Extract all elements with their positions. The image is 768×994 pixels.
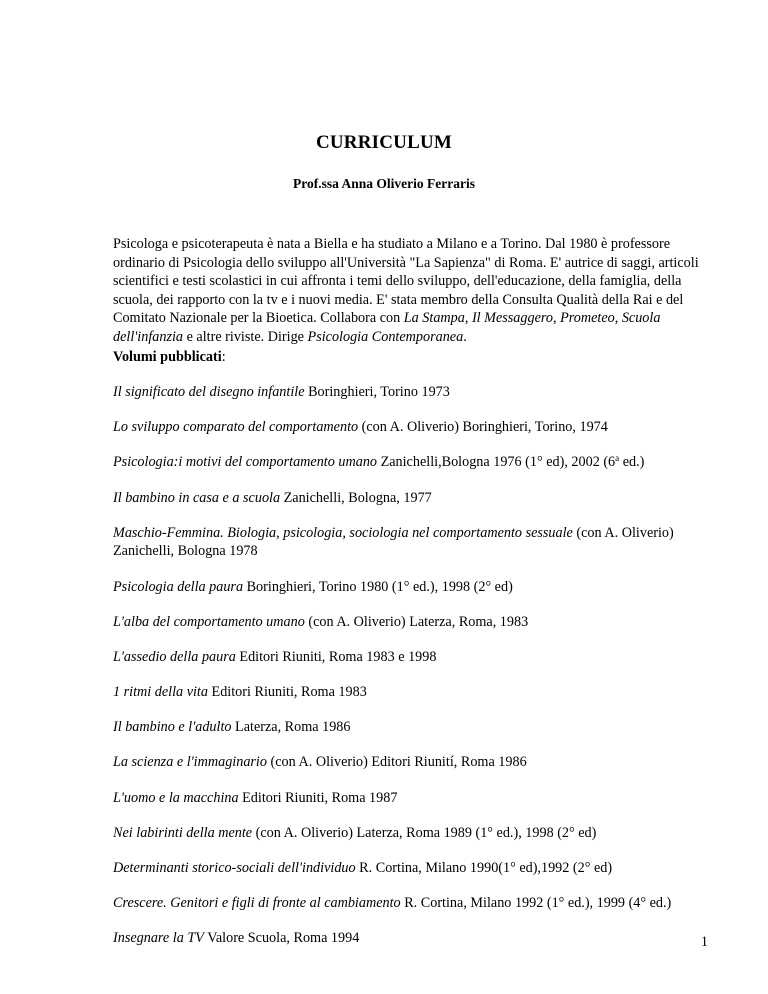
volumes-heading-label: Volumi pubblicati — [113, 349, 222, 365]
list-item — [113, 929, 713, 948]
book-title: L'alba del comportamento umano — [113, 613, 305, 630]
bio-text: . — [463, 328, 467, 345]
journal-la-stampa: La Stampa — [403, 310, 465, 327]
book-title: Maschio-Femmina. Biologia, psicologia, sociologia nel comportamento sessuale — [113, 524, 573, 541]
list-item — [113, 789, 713, 808]
journal-il-messaggero: Il Messaggero — [471, 310, 553, 327]
book-title: Determinanti storico-sociali dell'individuo — [113, 860, 356, 877]
journal-prometeo: Prometeo — [560, 310, 615, 327]
list-item — [113, 524, 713, 561]
book-details: R. Cortina, Milano 1990(1° ed),1992 (2° ed) — [355, 860, 613, 877]
book-details: Boringhieri, Torino 1980 (1° ed.), 1998 (2° ed) — [243, 578, 513, 595]
journal-scuola-infanzia: Scuola dell'infanzia — [113, 310, 661, 345]
book-details: (con A. Oliverio) Laterza, Roma, 1983 — [304, 613, 529, 630]
book-details: (con A. Oliverio) Boringhieri, Torino, 1974 — [358, 419, 608, 436]
bio-paragraph — [113, 235, 703, 347]
journal-psicologia-contemporanea: Psicologia Contemporanea — [307, 328, 464, 345]
book-title: Insegnare la TV — [113, 930, 204, 947]
author-name: Prof.ssa Anna Oliverio Ferraris — [293, 176, 475, 191]
separator: , — [614, 310, 622, 327]
list-item — [113, 418, 713, 437]
book-details: Boringhieri, Torino 1973 — [304, 384, 450, 400]
book-details: Editori Riuniti, Roma 1983 — [207, 684, 367, 701]
list-item — [113, 453, 713, 472]
book-details: Zanichelli,Bologna 1976 (1° ed), 2002 (6 — [377, 454, 616, 471]
book-details: Editori Riuniti, Roma 1987 — [238, 789, 398, 806]
book-title: Lo sviluppo comparato del comportamento — [113, 419, 359, 436]
book-title: L'uomo e la macchina — [113, 789, 239, 806]
book-details: (con A. Oliverio) Laterza, Roma 1989 (1° ed.), 1998 (2° ed) — [252, 824, 597, 841]
list-item — [113, 383, 713, 402]
book-title: Il bambino in casa e a scuola — [113, 489, 281, 506]
book-title: Nei labirinti della mente — [113, 824, 253, 841]
superscript: a — [615, 453, 620, 464]
volumes-list — [113, 383, 713, 965]
volumes-heading — [113, 349, 226, 366]
book-title: Crescere. Genitori e figli di fronte al cambiamento — [113, 895, 401, 912]
book-details: (con A. Oliverio) Zanichelli, Bologna 1978 — [113, 524, 674, 560]
page-title: CURRICULUM — [315, 132, 453, 153]
list-item — [113, 824, 713, 843]
book-details: Laterza, Roma 1986 — [231, 719, 351, 736]
book-title: Psicologia:i motivi del comportamento umano — [113, 454, 378, 471]
bio-text: Psicologa e psicoterapeuta è nata a Biella e ha studiato a Milano e a Torino. Dal 1980 è professore ordinario di Psicologia dello sviluppo all'Università "La Sapienza" di Roma. E' autrice di saggi, articoli scientifici e testi scolastici in cui affronta i temi dello sviluppo, dell'educazione, della famiglia, della scuola, dei rapporto con la tv e i nuovi media. E' stata membro della Consulta Qualità della Rai e del Comitato Nazionale per la Bioetica. Collabora con — [113, 236, 699, 327]
list-item — [113, 753, 713, 772]
book-title: Il significato del disegno infantile — [113, 384, 305, 400]
book-title: 1 ritmi della vita — [113, 684, 208, 701]
volumes-heading-colon: : — [221, 349, 226, 365]
list-item — [113, 894, 713, 913]
list-item — [113, 859, 713, 878]
list-item — [113, 613, 713, 632]
book-title: L'assedio della paura — [113, 648, 236, 665]
list-item — [113, 683, 713, 702]
list-item — [113, 718, 713, 737]
separator: , — [464, 310, 472, 327]
bio-text: e altre riviste. Dirige — [183, 328, 308, 345]
book-details: Valore Scuola, Roma 1994 — [203, 930, 360, 947]
book-details: (con A. Oliverio) Editori Riunití, Roma 1986 — [266, 754, 527, 771]
page-number: 1 — [700, 934, 708, 950]
book-title: Psicologia della paura — [113, 578, 244, 595]
book-title: Il bambino e l'adulto — [113, 719, 232, 736]
book-details: Zanichelli, Bologna, 1977 — [280, 489, 432, 506]
book-details: Editori Riuniti, Roma 1983 e 1998 — [235, 648, 437, 665]
book-details: ed.) — [619, 454, 645, 471]
book-title: La scienza e l'immaginario — [113, 754, 267, 771]
book-details: R. Cortina, Milano 1992 (1° ed.), 1999 (4° ed.) — [400, 895, 672, 912]
separator: , — [552, 310, 561, 327]
list-item — [113, 489, 713, 508]
list-item — [113, 648, 713, 667]
list-item — [113, 578, 713, 597]
